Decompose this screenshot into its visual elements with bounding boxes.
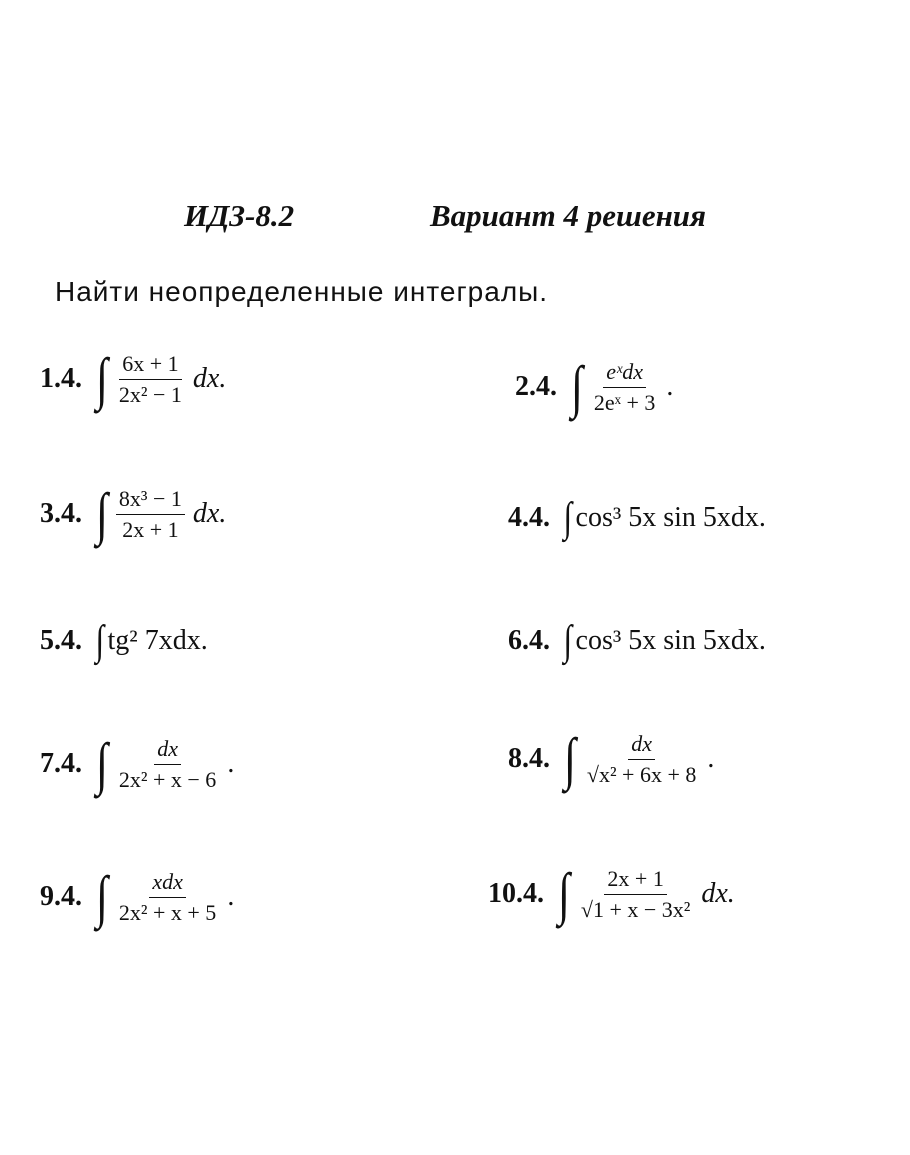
numerator: dx <box>154 736 181 765</box>
problem-number: 2.4. <box>515 371 557 402</box>
problem-4 <box>508 497 766 539</box>
assignment-id: ИДЗ-8.2 <box>184 198 295 233</box>
integral-sign: ∫ <box>95 481 108 546</box>
problem-9 <box>40 864 235 929</box>
terminator: . <box>707 743 715 774</box>
numerator: eˣdx <box>603 359 646 388</box>
problem-number: 4.4. <box>508 502 550 533</box>
problem-number: 7.4. <box>40 748 82 779</box>
terminator: . <box>227 748 235 779</box>
problem-number: 9.4. <box>40 881 82 912</box>
fraction <box>584 731 699 788</box>
problem-number: 1.4. <box>40 363 82 394</box>
integral-sign: ∫ <box>563 618 573 664</box>
problem-1 <box>40 346 227 411</box>
denominator: 2x² + x − 6 <box>118 766 217 792</box>
differential: dx. <box>192 363 227 394</box>
terminator: . <box>227 881 235 912</box>
integrand: tg² 7xdx. <box>107 625 208 656</box>
integral-sign: ∫ <box>557 861 570 926</box>
variant-title: Вариант 4 решения <box>430 198 707 233</box>
terminator: . <box>666 371 674 402</box>
problem-8 <box>508 726 715 791</box>
denominator: 2x + 1 <box>122 516 179 542</box>
problem-number: 5.4. <box>40 625 82 656</box>
integral-sign: ∫ <box>95 346 108 411</box>
numerator: 8x³ − 1 <box>116 486 185 515</box>
integral-sign: ∫ <box>563 726 576 791</box>
integral-sign: ∫ <box>563 495 573 541</box>
problem-number: 8.4. <box>508 743 550 774</box>
integrand: cos³ 5x sin 5xdx. <box>575 502 766 533</box>
numerator: 6x + 1 <box>119 351 181 380</box>
fraction <box>116 486 185 543</box>
denominator: √x² + 6x + 8 <box>586 761 697 787</box>
differential: dx. <box>192 498 227 529</box>
integral-sign: ∫ <box>95 618 105 664</box>
fraction <box>116 736 219 793</box>
denominator: 2x² + x + 5 <box>118 899 217 925</box>
numerator: xdx <box>149 869 186 898</box>
problem-number: 6.4. <box>508 625 550 656</box>
problem-number: 3.4. <box>40 498 82 529</box>
fraction <box>116 351 185 408</box>
problem-7 <box>40 731 235 796</box>
denominator: 2eˣ + 3 <box>593 389 656 415</box>
problem-2 <box>515 354 674 419</box>
numerator: 2x + 1 <box>604 866 666 895</box>
denominator: √1 + x − 3x² <box>580 896 691 922</box>
problem-3 <box>40 481 227 546</box>
integrand: cos³ 5x sin 5xdx. <box>575 625 766 656</box>
denominator: 2x² − 1 <box>118 381 182 407</box>
integral-sign: ∫ <box>95 731 108 796</box>
numerator: dx <box>628 731 655 760</box>
differential: dx. <box>701 878 735 909</box>
problem-number: 10.4. <box>488 878 544 909</box>
problem-6 <box>508 620 766 662</box>
integral-sign: ∫ <box>570 354 583 419</box>
integral-sign: ∫ <box>95 864 108 929</box>
problem-10 <box>488 861 735 926</box>
fraction <box>591 359 659 416</box>
problem-5 <box>40 620 208 662</box>
fraction <box>578 866 693 923</box>
instruction-text: Найти неопределенные интегралы. <box>55 276 549 307</box>
fraction <box>116 869 219 926</box>
